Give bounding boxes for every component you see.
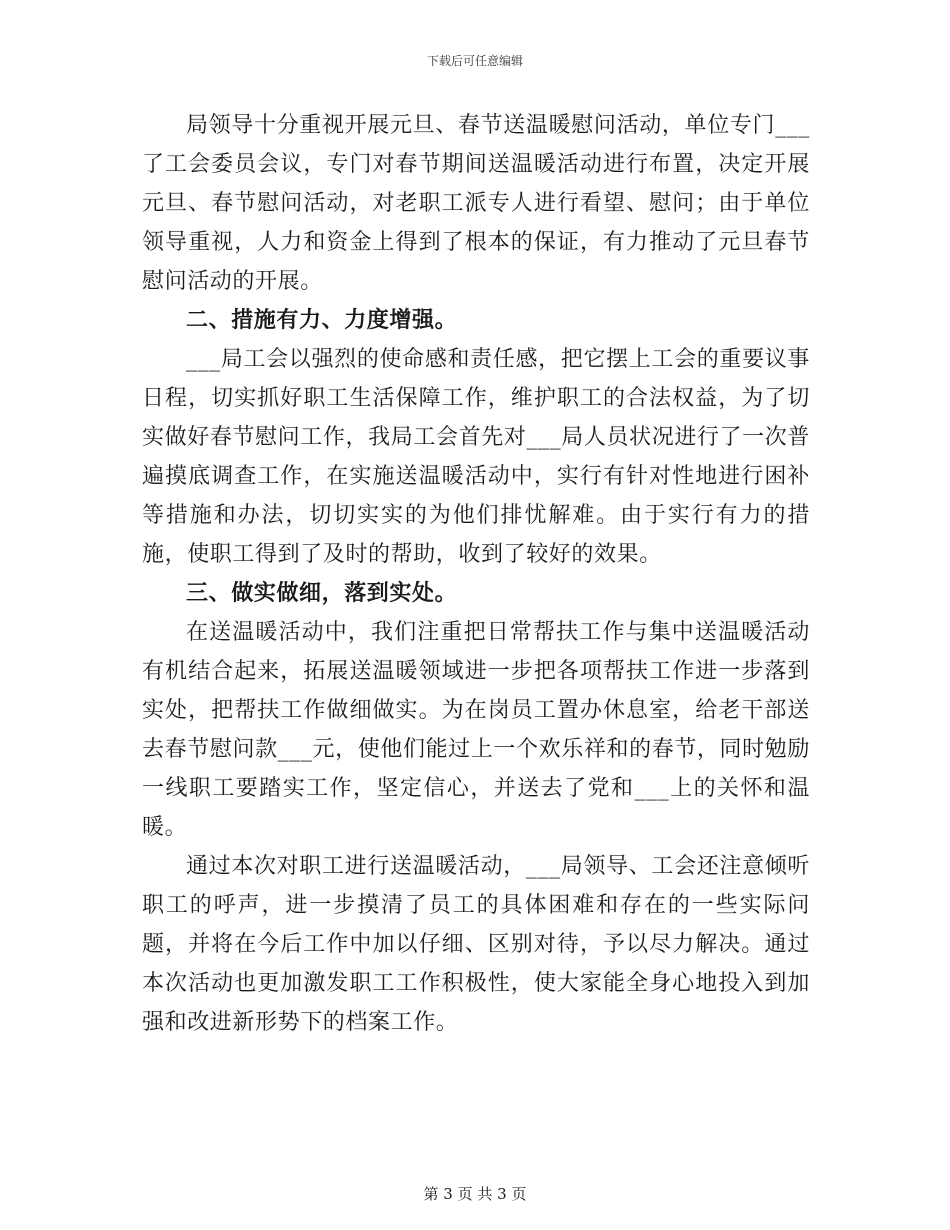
page-header: 下载后可任意编辑 — [426, 54, 523, 68]
section-heading-2: 二、措施有力、力度增强。 — [186, 307, 458, 333]
paragraph-measures: ___局工会以强烈的使命感和责任感，把它摆上工会的重要议事日程，切实抓好职工生活保障工作，维护职工的合法权益，为了切实做好春节慰问工作，我局工会首先对___局人员状况进行了一次普遍摸底调查工作，在实施送温暖活动中，实行有针对性地进行困补等措施和办法，切切实实的为他们排忧解难。由于实行有力的措施，使职工得到了及时的帮助，收到了较好的效果。 — [142, 347, 810, 567]
paragraph-implementation: 在送温暖活动中，我们注重把日常帮扶工作与集中送温暖活动有机结合起来，拓展送温暖领域进一步把各项帮扶工作进一步落到实处，把帮扶工作做细做实。为在岗员工置办休息室，给老干部送去春节慰问款___元，使他们能过上一个欢乐祥和的春节，同时勉励一线职工要踏实工作，坚定信心，并送去了党和___上的关怀和温暖。 — [142, 620, 810, 840]
document-body — [142, 106, 810, 1042]
section-heading-3: 三、做实做细，落到实处。 — [186, 580, 458, 606]
page-number: 第 3 页 共 3 页 — [423, 1185, 527, 1203]
paragraph-conclusion: 通过本次对职工进行送温暖活动，___局领导、工会还注意倾听职工的呼声，进一步摸清了员工的具体困难和存在的一些实际问题，并将在今后工作中加以仔细、区别对待，予以尽力解决。通过本次活动也更加激发职工工作积极性，使大家能全身心地投入到加强和改进新形势下的档案工作。 — [142, 854, 810, 1035]
paragraph-intro: 局领导十分重视开展元旦、春节送温暖慰问活动，单位专门___了工会委员会议，专门对春节期间送温暖活动进行布置，决定开展元旦、春节慰问活动，对老职工派专人进行看望、慰问；由于单位领导重视，人力和资金上得到了根本的保证，有力推动了元旦春节慰问活动的开展。 — [142, 113, 810, 294]
